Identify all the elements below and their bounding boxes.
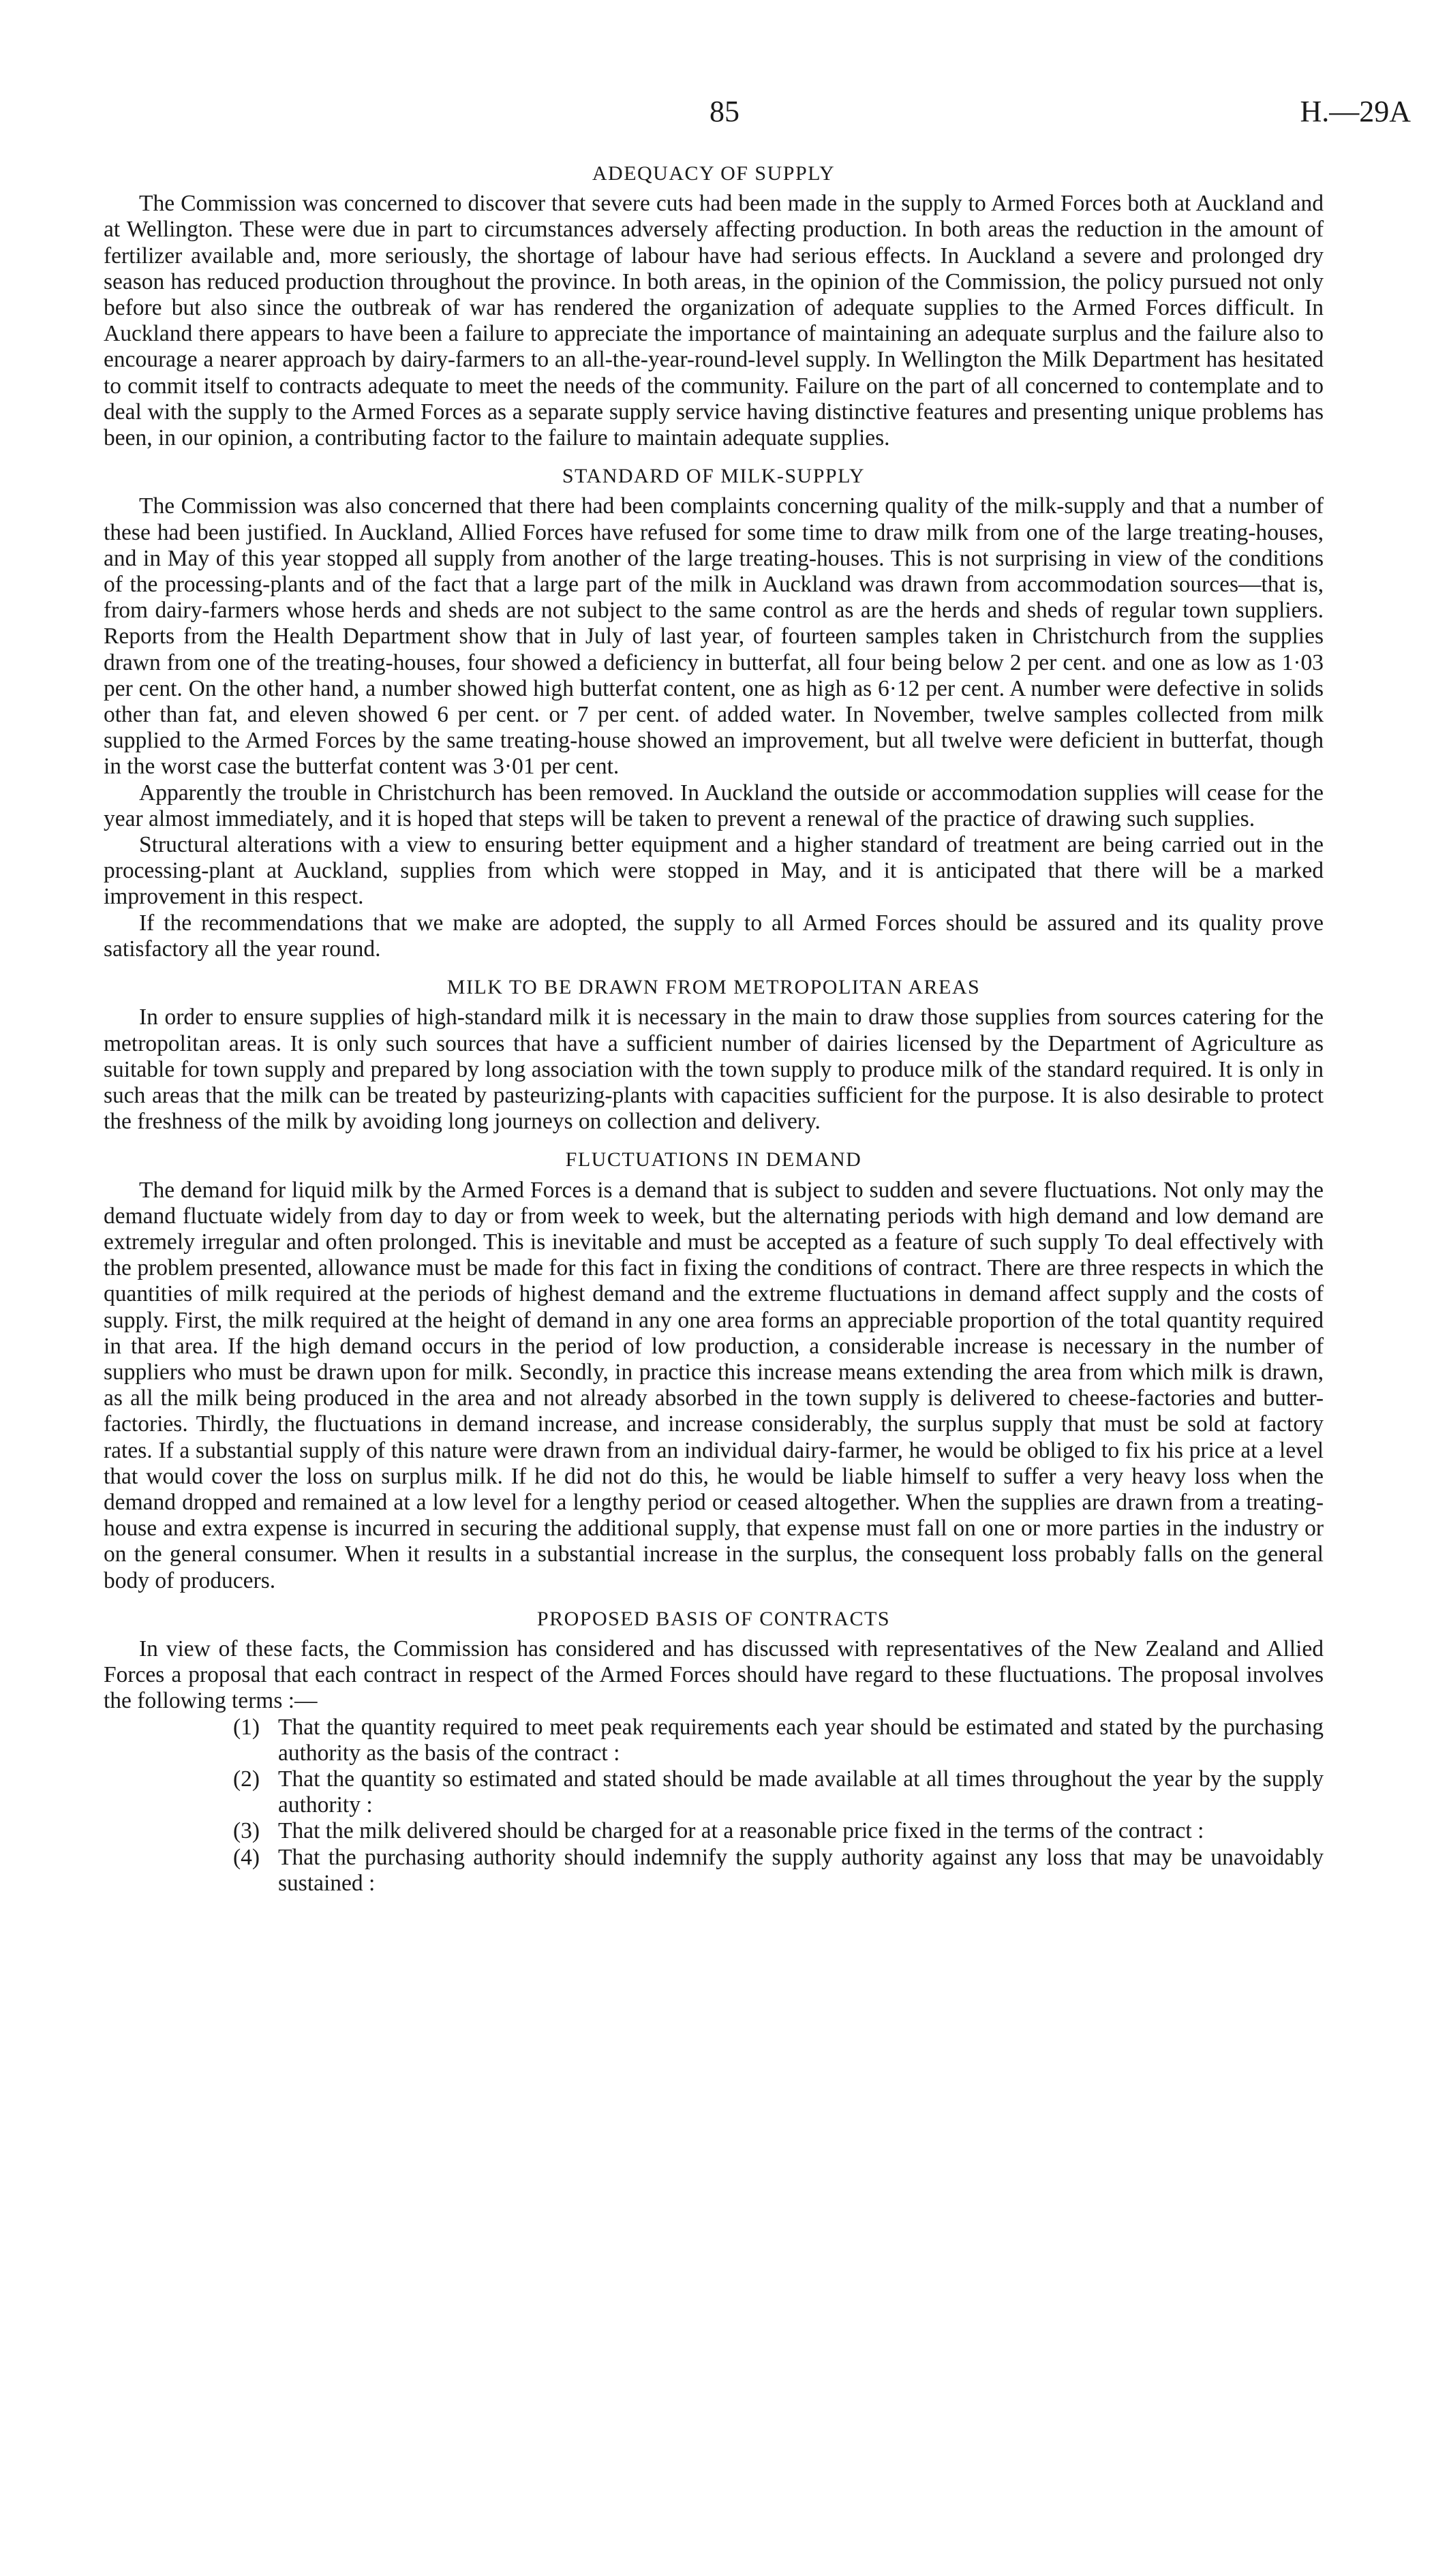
term-text: That the milk delivered should be charged for at a reasonable price fixed in the terms of the contract : bbox=[278, 1818, 1204, 1844]
paragraph-standard-1: The Commission was also concerned that there had been complaints concerning quality of the milk-supply and that a number of these had been justified. In Auckland, Allied Forces have refused for some time to draw milk from one of the large treating-houses, and in May of this year stopped all supply from another of the large treating-houses. This is not surprising in view of the conditions of the processing-plants and of the fact that a large part of the milk in Auckland was drawn from accommodation sources—that is, from dairy-farmers whose herds and sheds are not subject to the same control as are the herds and sheds of regular town suppliers. Reports from the Health Department show that in July of last year, of fourteen samples taken in Christchurch from the supplies drawn from one of the treating-houses, four showed a deficiency in butterfat, all four being below 2 per cent. and one as low as 1·03 per cent. On the other hand, a number showed high butterfat content, one as high as 6·12 per cent. A number were defective in solids other than fat, and eleven showed 6 per cent. or 7 per cent. of added water. In November, twelve samples collected from milk supplied to the Armed Forces by the same treating-house showed an improvement, but all twelve were deficient in butterfat, though in the worst case the butterfat content was 3·01 per cent. bbox=[104, 493, 1324, 780]
term-number: (2) bbox=[233, 1766, 260, 1792]
term-text: That the quantity so estimated and stated should be made available at all times throughout the year by the supply authority : bbox=[278, 1766, 1324, 1818]
list-item bbox=[233, 1766, 1324, 1818]
paragraph-standard-3: Structural alterations with a view to ensuring better equipment and a higher standard of treatment are being carried out in the processing-plant at Auckland, supplies from which were stopped in May, and it is anticipated that there will be a marked improvement in this respect. bbox=[104, 832, 1324, 910]
list-item bbox=[233, 1818, 1324, 1844]
heading-metropolitan-areas: MILK TO BE DRAWN FROM METROPOLITAN AREAS bbox=[446, 976, 981, 999]
paragraph-metropolitan: In order to ensure supplies of high-standard milk it is necessary in the main to draw those supplies from sources catering for the metropolitan areas. It is only such sources that have a sufficient number of dairies licensed by the Department of Agriculture as suitable for town supply and prepared by long association with the town supply to produce milk of the standard required. It is only in such areas that the milk can be treated by pasteurizing-plants with capacities sufficient for the purpose. It is also desirable to protect the freshness of the milk by avoiding long journeys on collection and delivery. bbox=[104, 1005, 1324, 1135]
paragraph-fluctuations: The demand for liquid milk by the Armed Forces is a demand that is subject to sudden and severe fluctuations. Not only may the demand fluctuate widely from day to day or from week to week, but the alternating periods with high demand and low demand are extremely irregular and often prolonged. This is inevitable and must be accepted as a feature of such supply To deal effectively with the problem presented, allowance must be made for this fact in fixing the conditions of contract. There are three respects in which the quantities of milk required at the periods of highest demand and the extreme fluctuations in demand affect supply and the costs of supply. First, the milk required at the height of demand in any one area forms an appreciable proportion of the total quantity required in that area. If the high demand occurs in the period of low production, a considerable increase is necessary in the number of suppliers who must be drawn upon for milk. Secondly, in practice this increase means extending the area from which milk is drawn, as all the milk being produced in the area and not already absorbed in the town supply is delivered to cheese-factories and butter-factories. Thirdly, the fluctuations in demand increase, and increase considerably, the surplus supply that must be sold at factory rates. If a substantial supply of this nature were drawn from an individual dairy-farmer, he would be obliged to fix his price at a level that would cover the loss on surplus milk. If he did not do this, he would be liable himself to suffer a very heavy loss when the demand dropped and remained at a low level for a lengthy period or ceased altogether. When the supplies are drawn from a treating-house and extra expense is incurred in securing the additional supply, that expense must fall on one or more parties in the industry or on the general consumer. When it results in a substantial increase in the surplus, the consequent loss probably falls on the general body of producers. bbox=[104, 1177, 1324, 1593]
contract-terms-list bbox=[104, 1715, 1324, 1897]
heading-proposed-basis-of-contracts: PROPOSED BASIS OF CONTRACTS bbox=[536, 1607, 891, 1630]
paragraph-adequacy: The Commission was concerned to discover that severe cuts had been made in the supply to Armed Forces both at Auckland and at Wellington. These were due in part to circumstances adversely affecting production. In both areas the reduction in the amount of fertilizer available and, more seriously, the shortage of labour have had serious effects. In Auckland a severe and prolonged dry season has reduced production throughout the province. In both areas, in the opinion of the Commission, the policy pursued not only before but also since the outbreak of war has rendered the organization of adequate supplies to the Armed Forces difficult. In Auckland there appears to have been a failure to appreciate the importance of maintaining an adequate surplus and the failure also to encourage a nearer approach by dairy-farmers to an all-the-year-round-level supply. In Wellington the Milk Department has hesitated to commit itself to contracts adequate to meet the needs of the community. Failure on the part of all concerned to contemplate and to deal with the supply to the Armed Forces as a separate supply service having distinctive features and presenting unique problems has been, in our opinion, a contributing factor to the failure to maintain adequate supplies. bbox=[104, 191, 1324, 451]
heading-standard-of-milk-supply: STANDARD OF MILK-SUPPLY bbox=[562, 465, 866, 488]
paragraph-standard-2: Apparently the trouble in Christchurch has been removed. In Auckland the outside or accommodation supplies will cease for the year almost immediately, and it is hoped that steps will be taken to prevent a renewal of the practice of drawing such supplies. bbox=[104, 780, 1324, 831]
document-reference: H.—29A bbox=[1300, 95, 1411, 128]
term-number: (1) bbox=[233, 1714, 260, 1740]
term-text: That the purchasing authority should indemnify the supply authority against any loss that may be unavoidably sustained : bbox=[278, 1844, 1324, 1896]
paragraph-standard-4: If the recommendations that we make are adopted, the supply to all Armed Forces should be assured and its quality prove satisfactory all the year round. bbox=[104, 910, 1324, 962]
term-text: That the quantity required to meet peak requirements each year should be estimated and stated by the purchasing authority as the basis of the contract : bbox=[278, 1714, 1324, 1766]
term-number: (4) bbox=[233, 1844, 260, 1870]
page-number: 85 bbox=[710, 95, 739, 128]
heading-adequacy-of-supply: ADEQUACY OF SUPPLY bbox=[592, 162, 836, 185]
list-item bbox=[233, 1845, 1324, 1897]
page-body bbox=[104, 161, 1324, 1897]
heading-fluctuations-in-demand: FLUCTUATIONS IN DEMAND bbox=[565, 1148, 862, 1171]
term-number: (3) bbox=[233, 1818, 260, 1844]
paragraph-contracts: In view of these facts, the Commission has considered and has discussed with representatives of the New Zealand and Allied Forces a proposal that each contract in respect of the Armed Forces should have regard to these fluctuations. The proposal involves the following terms :— bbox=[104, 1636, 1324, 1714]
list-item bbox=[233, 1715, 1324, 1766]
